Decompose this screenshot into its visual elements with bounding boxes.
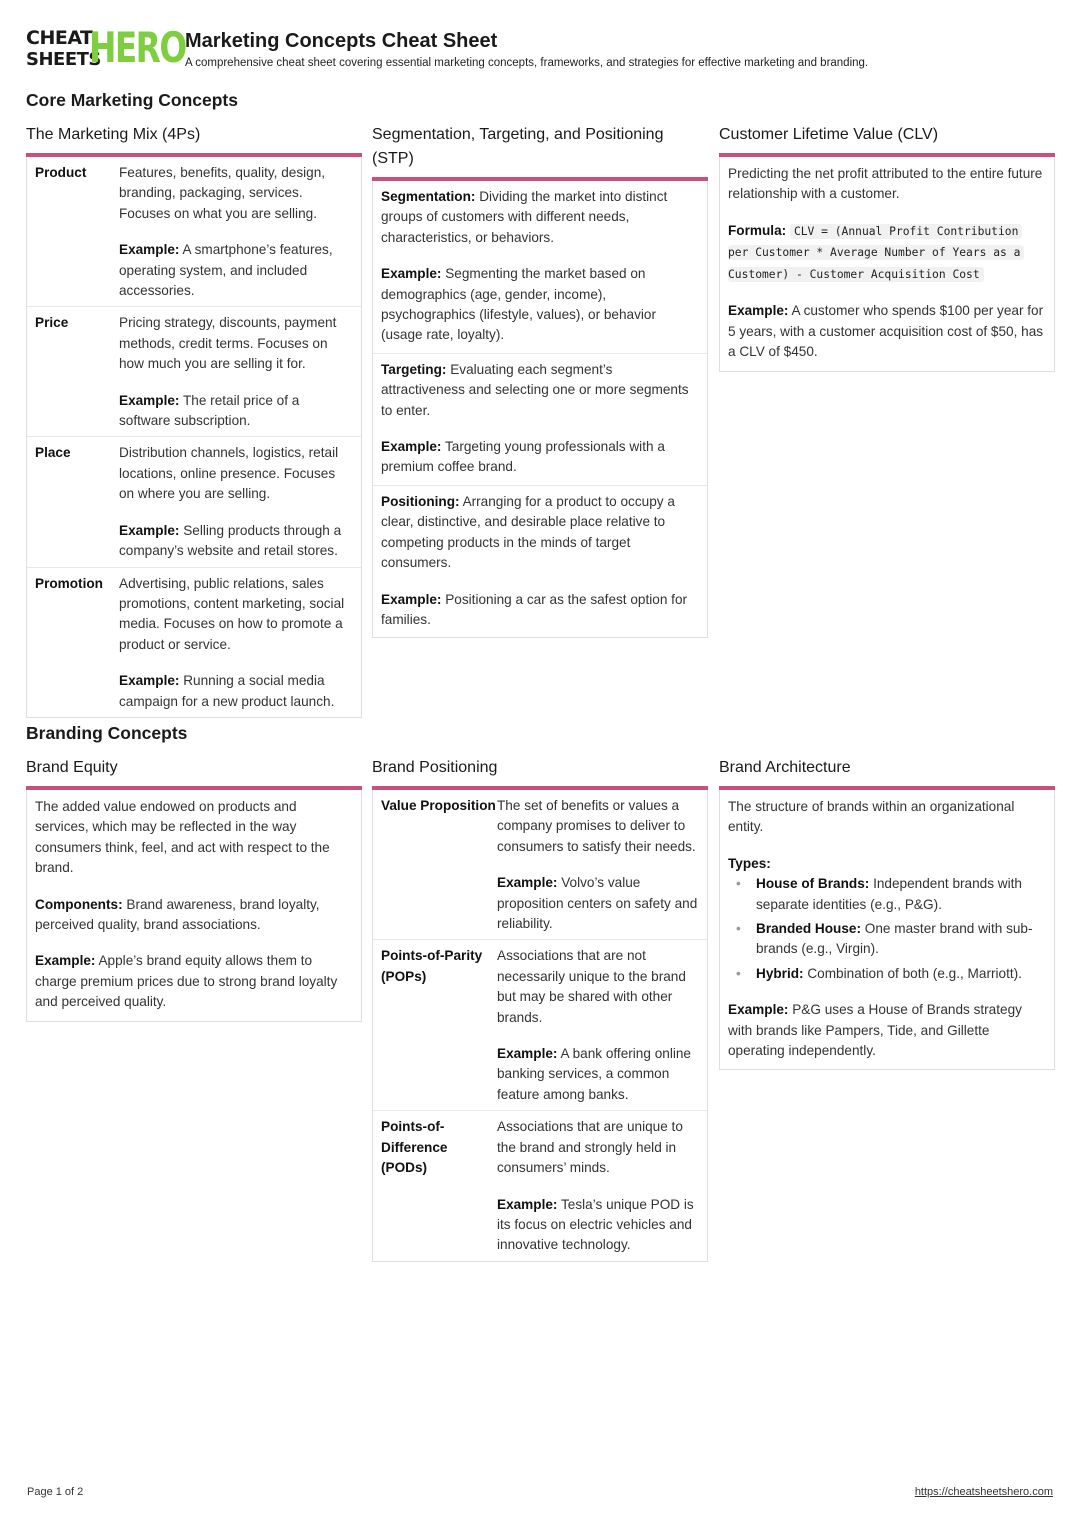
- page-number: Page 1 of 2: [27, 1486, 84, 1498]
- list-item: [728, 964, 1046, 984]
- row-label: Points-of-Parity (POPs): [381, 948, 483, 984]
- logo-cheat-text: CHEAT: [26, 27, 93, 49]
- row-text: Advertising, public relations, sales promotions, content marketing, social media. Focuses on how to promote a product or service.: [119, 575, 345, 652]
- section-heading-branding: Branding Concepts: [26, 723, 188, 743]
- example-label: Example:: [381, 591, 442, 607]
- formula-label: Formula:: [728, 222, 787, 238]
- example-label: Example:: [119, 673, 180, 689]
- type-text: Combination of both (e.g., Marriott).: [807, 965, 1022, 981]
- card-title: Customer Lifetime Value (CLV): [719, 123, 1055, 157]
- types-label: Types:: [728, 855, 771, 871]
- row-label: Promotion: [35, 575, 103, 591]
- row-label: Product: [35, 165, 87, 180]
- row-label: Value Proposition: [381, 798, 496, 813]
- example-text: Tesla’s unique POD is its focus on electric vehicles and innovative technology.: [497, 1196, 694, 1253]
- components-label: Components:: [35, 896, 123, 912]
- example-text: Volvo’s value proposition centers on safety and reliability.: [497, 875, 698, 932]
- table-row: [373, 1111, 707, 1260]
- example-label: Example:: [497, 875, 558, 891]
- item-label: Targeting:: [381, 361, 447, 377]
- list-item: [728, 874, 1046, 915]
- example-text: Selling products through a company’s website and retail stores.: [119, 522, 342, 559]
- page-header: [26, 23, 869, 72]
- example-text: A smartphone’s features, operating system, and included accessories.: [119, 242, 333, 299]
- type-label: Branded House:: [756, 921, 861, 937]
- formula-code-line1: CLV = (Annual Profit Contribution: [790, 224, 1022, 239]
- table-row: [373, 940, 707, 1111]
- example-label: Example:: [381, 266, 442, 282]
- cheatsheetshero-logo[interactable]: [26, 23, 186, 72]
- row-text: The set of benefits or values a company promises to deliver to consumers to satisfy their needs.: [497, 798, 696, 854]
- definition-text: The structure of brands within an organizational entity.: [728, 799, 1015, 835]
- table-row: [27, 307, 361, 437]
- example-label: Example:: [728, 303, 789, 319]
- example-label: Example:: [119, 522, 180, 538]
- card-body: [372, 181, 708, 638]
- example-label: Example:: [728, 1002, 789, 1018]
- row-text: Pricing strategy, discounts, payment methods, credit terms. Focuses on how much you are selling it for.: [119, 315, 337, 372]
- example-label: Example:: [119, 392, 180, 408]
- logo-hero-text: HERO: [89, 23, 186, 72]
- page-subtitle: A comprehensive cheat sheet covering essential marketing concepts, frameworks, and strategies for effective marketing and branding.: [185, 57, 869, 69]
- card-title: Segmentation, Targeting, and Positioning (STP): [372, 123, 708, 181]
- example-text: P&G uses a House of Brands strategy with brands like Pampers, Tide, and Gillette operating independently.: [728, 1002, 1022, 1059]
- card-body: [719, 157, 1055, 372]
- card-marketing-mix: [26, 123, 362, 718]
- example-text: Positioning a car as the safest option for families.: [381, 591, 688, 627]
- page-title: Marketing Concepts Cheat Sheet: [185, 30, 498, 52]
- card-title: Brand Architecture: [719, 756, 1055, 790]
- types-list: [728, 874, 1046, 984]
- site-link[interactable]: https://cheatsheetshero.com: [914, 1486, 1053, 1498]
- example-text: A customer who spends $100 per year for 5 years, with a customer acquisition cost of $50, has a CLV of $450.: [728, 303, 1044, 360]
- example-text: Targeting young professionals with a premium coffee brand.: [381, 439, 665, 475]
- list-item: [373, 486, 707, 637]
- example-label: Example:: [381, 439, 442, 455]
- item-label: Segmentation:: [381, 189, 476, 204]
- formula-code-line3: Customer) - Customer Acquisition Cost: [728, 267, 984, 282]
- table-row: [27, 157, 361, 307]
- section-heading-core: Core Marketing Concepts: [26, 90, 238, 110]
- card-body: [26, 157, 362, 718]
- formula-code-line2: per Customer * Average Number of Years as a: [728, 245, 1024, 260]
- card-brand-equity: [26, 756, 362, 1022]
- example-text: The retail price of a software subscription.: [119, 392, 300, 429]
- type-text: One master brand with sub-brands (e.g., Virgin).: [756, 921, 1033, 957]
- list-item: [373, 181, 707, 354]
- card-title: Brand Positioning: [372, 756, 708, 790]
- item-label: Positioning:: [381, 493, 460, 509]
- row-label: Place: [35, 445, 71, 461]
- example-text: Segmenting the market based on demographics (age, gender, income), psychographics (lifestyle, values), or behavior (usage rate, loyalty).: [381, 266, 657, 343]
- formula-block: [728, 221, 1046, 286]
- card-brand-architecture: [719, 756, 1055, 1070]
- example-label: Example:: [35, 953, 96, 969]
- definition-text: The added value endowed on products and services, which may be reflected in the way consumers think, feel, and act with respect to the brand.: [35, 799, 330, 876]
- table-row: [27, 437, 361, 567]
- row-text: Associations that are unique to the brand and strongly held in consumers’ minds.: [497, 1119, 683, 1176]
- type-label: House of Brands:: [756, 876, 870, 892]
- card-body: [719, 790, 1055, 1070]
- example-text: Running a social media campaign for a new product launch.: [119, 673, 335, 709]
- card-body: [372, 790, 708, 1262]
- example-label: Example:: [497, 1196, 558, 1212]
- card-body: [26, 790, 362, 1022]
- logo-sheets-text: SHEETS: [26, 49, 101, 70]
- example-text: Apple’s brand equity allows them to charge premium prices due to strong brand loyalty and perceived quality.: [35, 953, 338, 1010]
- card-clv: [719, 123, 1055, 372]
- card-title: Brand Equity: [26, 756, 362, 790]
- table-row: [373, 790, 707, 940]
- row-text: Features, benefits, quality, design, branding, packaging, services. Focuses on what you are selling.: [119, 165, 326, 221]
- list-item: [373, 354, 707, 486]
- example-text: A bank offering online banking services, a common feature among banks.: [497, 1046, 691, 1102]
- type-label: Hybrid:: [756, 965, 804, 981]
- definition-text: Predicting the net profit attributed to the entire future relationship with a customer.: [728, 166, 1043, 202]
- list-item: [728, 919, 1046, 960]
- type-text: Independent brands with separate identities (e.g., P&G).: [756, 876, 1022, 912]
- row-label: Points-of-Difference (PODs): [381, 1119, 448, 1176]
- example-label: Example:: [497, 1046, 558, 1062]
- example-label: Example:: [119, 242, 180, 258]
- card-title: The Marketing Mix (4Ps): [26, 123, 362, 157]
- row-label: Price: [35, 315, 69, 331]
- components-text: Brand awareness, brand loyalty, perceived quality, brand associations.: [35, 896, 320, 933]
- card-brand-positioning: [372, 756, 708, 1262]
- item-text: Arranging for a product to occupy a clear, distinctive, and desirable place relative to competing products in the minds of target consumers.: [381, 493, 675, 571]
- item-text: Dividing the market into distinct groups of customers with different needs, characteristics, or behaviors.: [381, 189, 668, 245]
- row-text: Distribution channels, logistics, retail locations, online presence. Focuses on where you are selling.: [119, 445, 339, 502]
- table-row: [27, 568, 361, 717]
- item-text: Evaluating each segment’s attractiveness and selecting one or more segments to enter.: [381, 361, 689, 418]
- row-text: Associations that are not necessarily unique to the brand but may be shared with other brands.: [497, 948, 686, 1025]
- card-stp: [372, 123, 708, 638]
